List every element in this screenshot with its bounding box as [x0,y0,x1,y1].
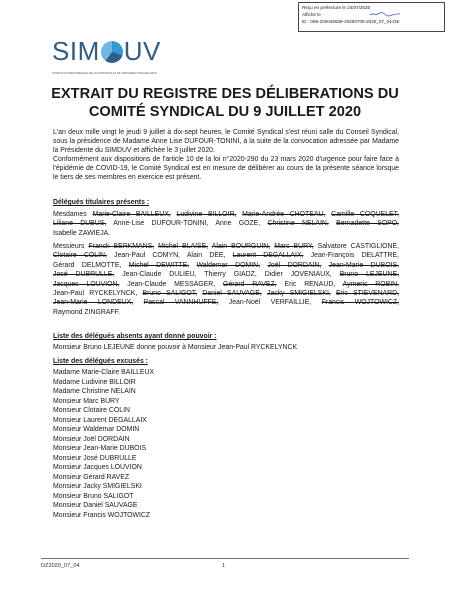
delegate-name: Jean-Marie LONDEUX, [53,299,134,307]
pouvoir-text: Monsieur Bruno LEJEUNE donne pouvoir à Monsieur Jean-Paul RYCKELYNCK [53,344,298,351]
delegate-name: Didier JOVENIAUX, [264,271,332,279]
prefecture-stamp [298,2,445,32]
list-item: Monsieur Jacky SMIGIELSKI [53,483,142,490]
messieurs-prefix: Messieurs [53,243,85,250]
delegate-name: Jean-Claude DULIEU, [122,271,197,279]
logo-text-right: UV [123,36,161,66]
stamp-id-line: ID : 069-200046639-20200709-2020_07_04-DE [302,19,400,24]
delegate-name: Eric STIEVENARD, [336,290,400,298]
messieurs-list [53,242,399,317]
list-item: Monsieur Marc BURY [53,397,120,405]
delegate-name: Marie-Claire BAILLEUX, [92,211,171,218]
delegate-name: Jacques LOUVION, [53,280,120,288]
delegate-name: Bernadette SOPO, [336,220,399,228]
pouvoir-heading: Liste des délégués absents ayant donné pouvoir : [53,333,217,340]
delegate-name: Gérard DELMOTTE, [53,261,122,269]
intro-paragraph-1: L'an deux mille vingt le jeudi 9 juillet à dix-sept heures, le Comité Syndical s'est réuni salle du Conseil Syndical, sous la présidence de Madame Anne Lise DUFOUR-TONINI, à la suite de la convocation adressée par Madame la Présidente du SIMDUV et affichée le 3 juillet 2020. [53,129,399,155]
delegate-name: Jean-François DELATTRE, [310,252,399,260]
delegate-name: Waldemar DOMIN, [196,261,261,269]
delegate-name: Francis WOJTOWICZ, [321,299,400,307]
stamp-signature-icon [369,11,401,17]
logo-text-left: SIM [52,36,100,66]
delegate-name: Christine NELAIN, [267,220,329,228]
delegate-name: Anne-Lise DUFOUR-TONINI, [113,220,209,228]
delegate-name: Alain DEE, [186,252,226,260]
delegate-name: Jean-Claude MESSAGER, [127,280,216,288]
excuses-heading: Liste des délégués excusés : [53,358,148,365]
delegate-name: Alain BOURGUIN, [211,243,271,250]
list-item: Madame Ludivine BILLOIR [53,378,136,386]
delegate-name: Daniel SAUVAGE, [202,290,262,298]
delegate-name: Michel DEWITTE, [128,261,190,269]
list-item: Monsieur José DUBRULLE [53,454,137,462]
list-item: Monsieur Gérard RAVEZ [53,473,130,481]
delegate-name: Jean-Paul RYCKELYNCK, [53,290,138,298]
stamp-received-line: Reçu en préfecture le 24/07/2020 [302,5,371,10]
delegate-name: Jean-Marie DUBOIS, [328,261,399,269]
list-item: Monsieur Daniel SAUVAGE [53,502,138,509]
delegate-name: Marc BURY, [274,243,314,250]
delegate-name: Anne GOZE, [215,220,261,228]
logo-tagline: SYNDICAT INTERCOMMUNAL DE VALORISATION ET DE TRAITEMENT DES DÉCHETS [52,72,157,75]
document-title-line-2: COMITÉ SYNDICAL DU 9 JUILLET 2020 [88,104,362,120]
delegate-name: Aymeric ROBIN, [342,280,399,288]
delegate-name: Franck BERKMANS, [88,243,155,250]
delegate-name: Isabelle ZAWIEJA. [53,229,111,237]
list-item: Monsieur Joël DORDAIN [53,435,130,443]
list-item: Madame Marie-Claire BAILLEUX [53,369,155,376]
delegate-name: Raymond ZINGRAFF. [53,308,121,316]
delegate-name: Michel BLAISE, [158,243,209,250]
simduv-logo [52,36,192,70]
delegate-name: Salvatore CASTIGLIONE, [317,243,400,250]
delegate-name: Pascal VANNHUFFE, [143,299,219,307]
delegate-name: Thierry GIADZ, [204,271,257,279]
list-item: Madame Christine NELAIN [53,388,136,395]
list-item: Monsieur Jacques LOUVION [53,464,142,471]
list-item: Monsieur Francis WOJTOWICZ [53,511,151,519]
delegate-name: Clotaire COLIN, [53,252,107,260]
intro-text [53,128,399,183]
delegate-name: Ludivine BILLOIR, [176,211,237,218]
list-item: Monsieur Waldemar DOMIN [53,426,140,433]
mesdames-prefix: Mesdames [53,211,87,218]
delegate-name: Joël DORDAIN, [267,261,322,269]
list-item: Monsieur Laurent DEGALLAIX [53,416,147,424]
list-item: Monsieur Jean-Marie DUBOIS [53,445,147,452]
excuses-list [53,368,253,520]
stamp-posted-line: Affiché le [302,12,321,17]
delegate-name: Marie-Andrée CHOTEAU, [242,211,326,218]
list-item: Monsieur Clotaire COLIN [53,407,130,414]
mesdames-list [53,210,399,238]
delegate-name: Bruno LEJEUNE, [339,271,400,279]
footer-page-number: 1 [222,563,226,569]
footer-divider [41,558,409,559]
delegate-name: Jean-Noël VERFAILLIE, [228,299,312,307]
delegate-name: Eric RENAUD, [284,280,336,288]
delegate-name: Camille COQUELET, [331,211,399,218]
delegate-name: Liliane DUBUS, [53,220,107,228]
list-item: Monsieur Bruno SALIGOT [53,492,134,500]
delegate-name: Gérard RAVEZ, [223,280,277,288]
footer-reference: DZ2020_07_04 [41,563,80,569]
document-title-line-1: EXTRAIT DU REGISTRE DES DÉLIBERATIONS DU [51,86,399,102]
delegate-name: Jean-Paul COMYN, [114,252,180,260]
intro-paragraph-2: Conformément aux dispositions de l'article 10 de la loi n°2020-290 du 23 mars 2020 d'urgence pour faire face à l'épidémie de COVID-19, le Comité Syndical est en mesure de délibérer au cours de la présente séance lorsque le tiers de ses membres en exercice est présent. [53,156,399,182]
delegate-name: Jacky SMIGIELSKI, [266,290,331,298]
logo-globe-icon [101,41,123,63]
titulaires-heading: Délégués titulaires présents : [53,199,150,206]
delegate-name: José DUBRULLE, [53,271,115,279]
delegate-name: Bruno SALIGOT, [142,290,198,298]
delegate-name: Laurent DEGALLAIX, [232,252,304,260]
